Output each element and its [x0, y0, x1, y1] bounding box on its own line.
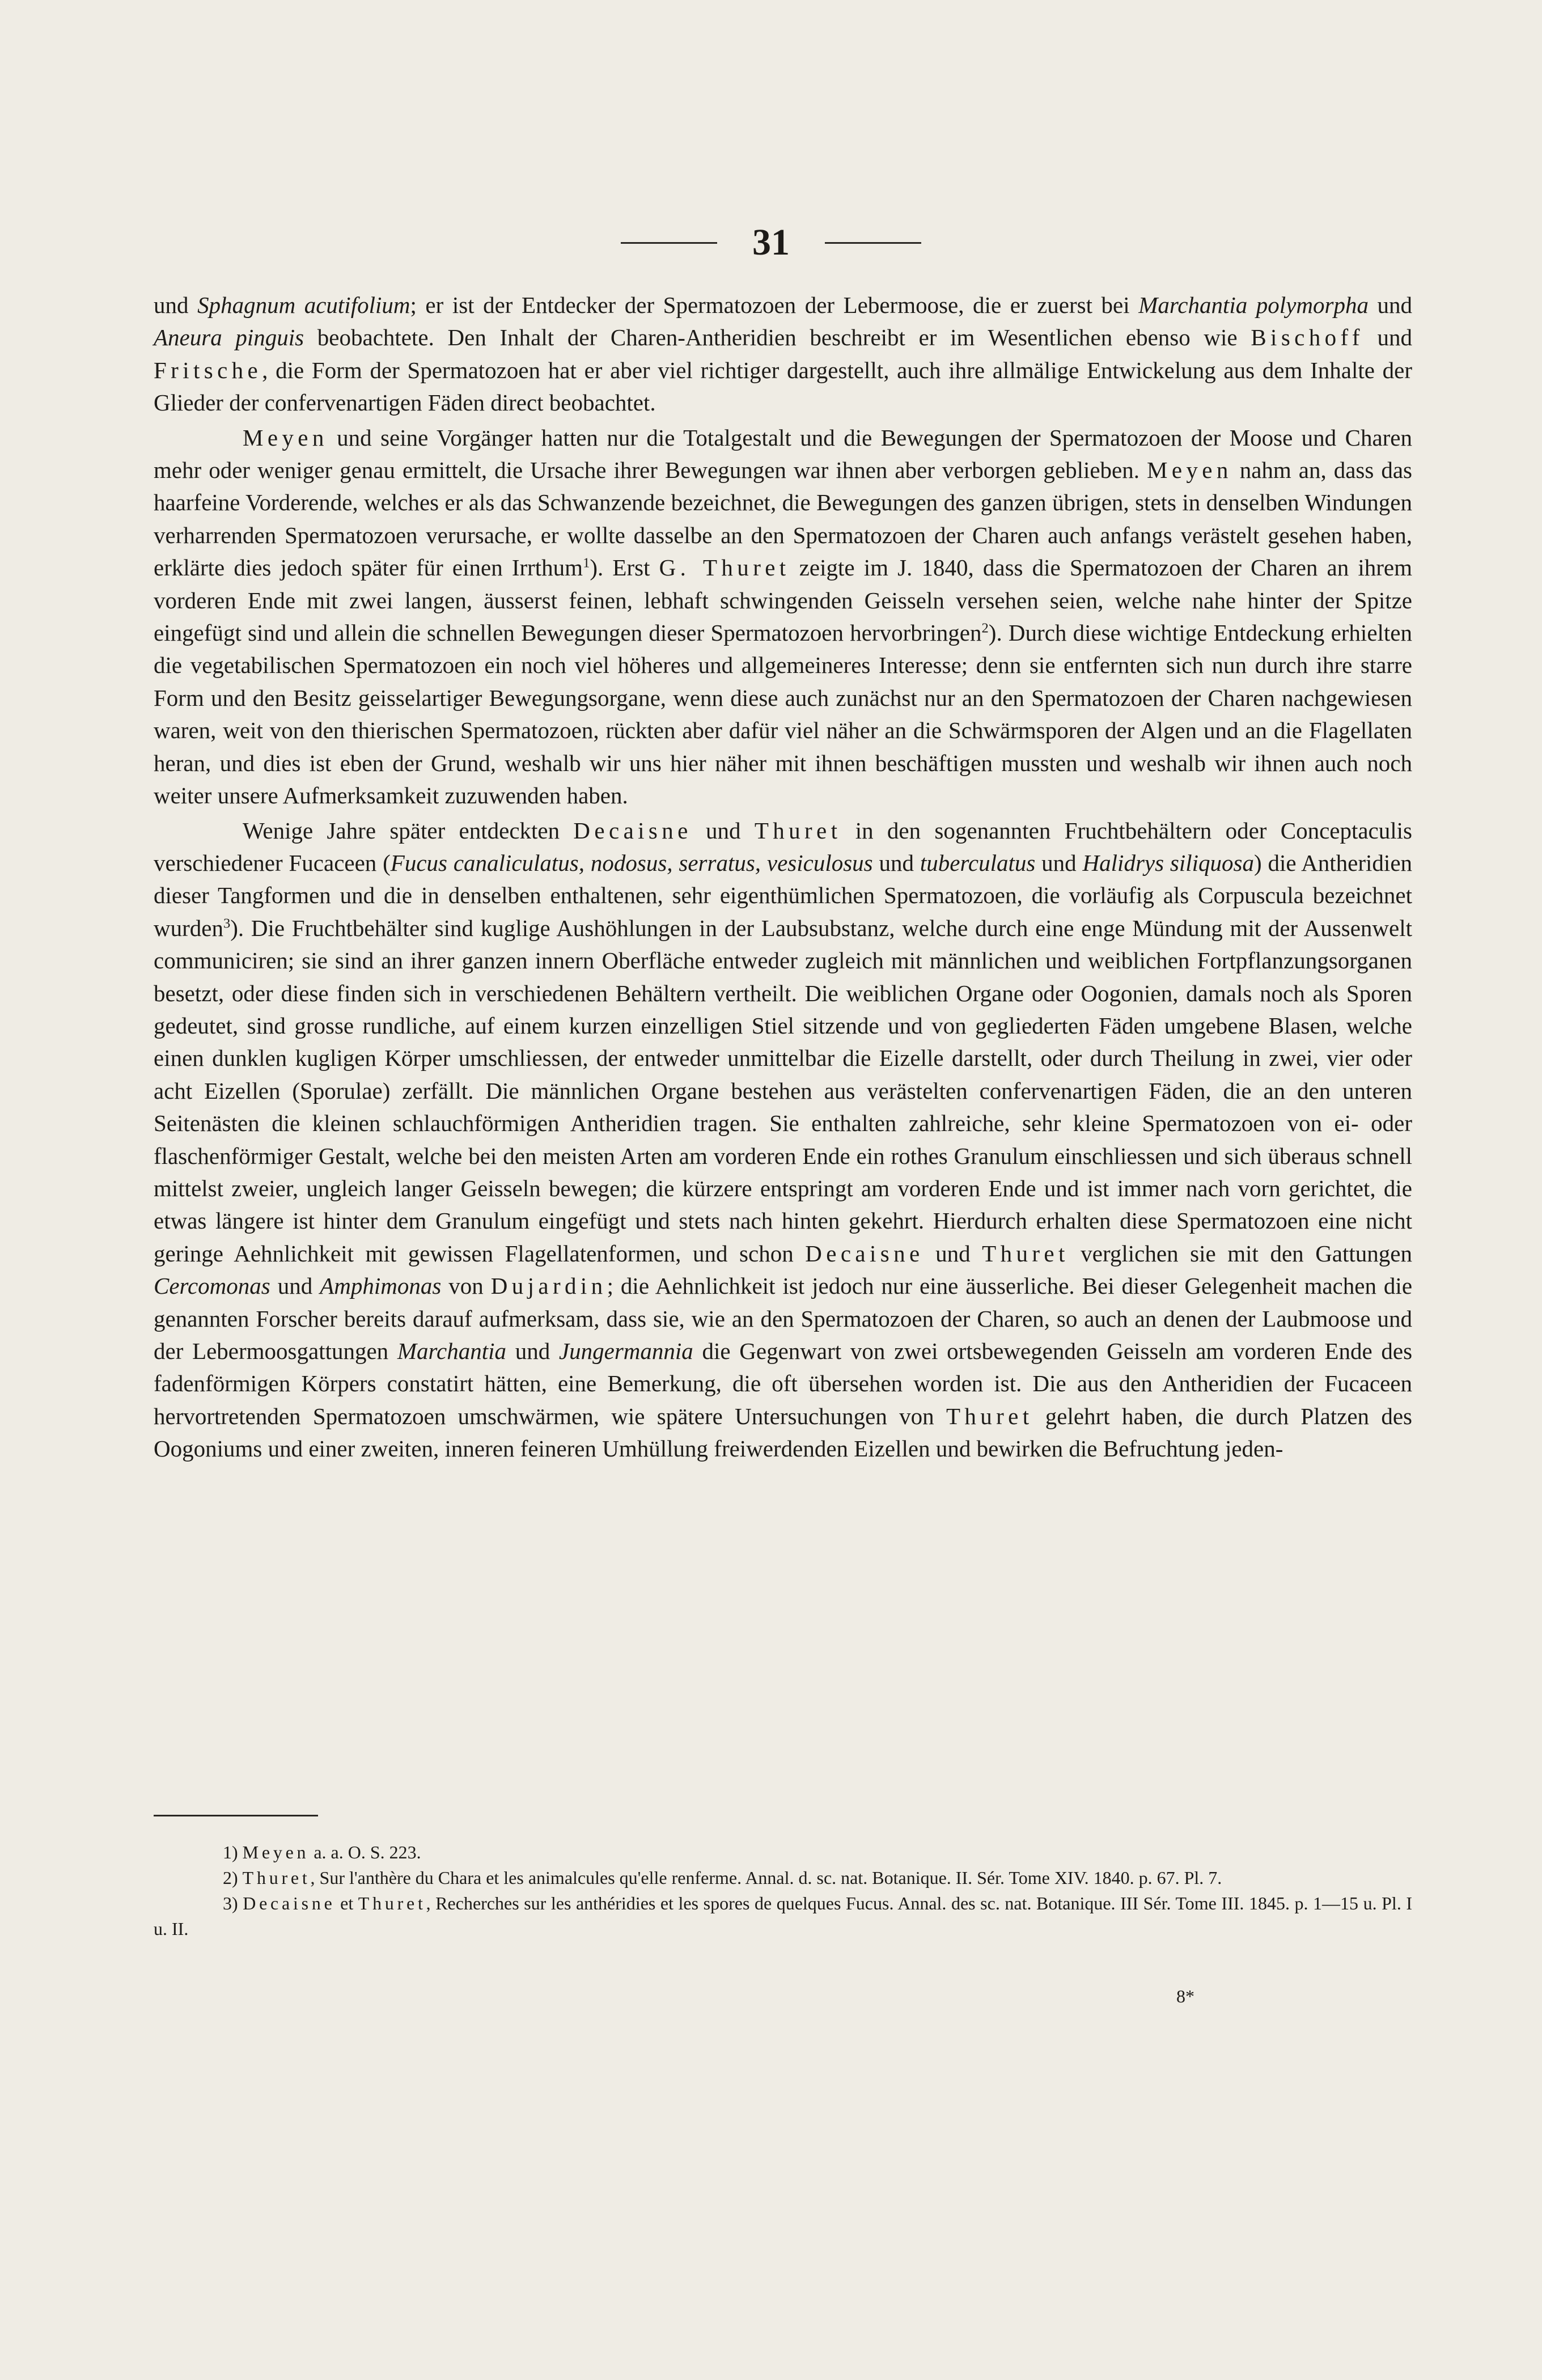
species-name: Sphagnum acutifolium	[197, 292, 410, 318]
species-name: Marchantia polymorpha	[1138, 292, 1369, 318]
text: ) die Antheridien dieser Tangformen und die in denselben enthaltenen, sehr eigenthümlichen Spermatozoen, die vorläufig als Corpuscula bezeichnet wurden	[154, 849, 1413, 941]
footnote-ref: 1	[583, 555, 590, 571]
text: ). Durch diese wichtige Entdeckung erhielten die vegetabilischen Spermatozoen ein noch viel höheres und allgemeineres Interesse; denn sie entfernten sich nun durch ihre starre Form und den Besitz geisselartiger Bewegungsorgane, wenn diese auch zunächst nur an den Spermatozoen der Charen nachgewiesen waren, weit von den thierischen Spermatozoen, rückten aber dafür viel näher an die Schwärmsporen der Algen und an die Flagellaten heran, und dies ist eben der Grund, weshalb wir uns hier näher mit ihnen beschäftigen mussten und weshalb wir ihnen auch noch weiter unsere Aufmerksamkeit zuzuwenden haben.	[154, 620, 1412, 809]
species-name: Aneura pinguis	[154, 324, 304, 351]
species-name: Halidrys siliquosa	[1082, 849, 1254, 876]
text: und	[692, 817, 755, 844]
footnote-ref: 3	[223, 916, 231, 931]
footnote-ref: 2	[981, 620, 989, 636]
text: und	[1368, 292, 1413, 318]
species-name: tuberculatus	[920, 849, 1036, 876]
text: und	[154, 292, 198, 318]
author-name: Meyen	[243, 424, 328, 451]
footnote-mark: 3)	[223, 1893, 238, 1913]
text: ; er ist der Entdecker der Spermatozoen der Lebermoose, die er zuerst bei	[410, 292, 1139, 318]
genus-name: Marchantia	[397, 1338, 506, 1364]
text: Wenige Jahre später entdeckten	[243, 817, 574, 844]
text: verglichen sie mit den Gattungen	[1069, 1240, 1412, 1267]
author-name: G. Thuret	[659, 554, 790, 581]
text: , die Form der Spermatozoen hat er aber viel richtiger dargestellt, auch ihre allmälige Entwickelung aus dem Inhalte der Glieder der confervenartigen Fäden direct beobachtet.	[154, 357, 1412, 416]
author-name: Decaisne	[805, 1240, 924, 1267]
text: nahm an, dass das haarfeine Vorderende, welches er als das Schwanzende bezeichnet, die Bewegungen des ganzen übrigen, stets in denselben Windungen verharrenden Spermatozoen verursache, er wollte dasselbe an den Spermatozoen der Charen auch anfangs verästelt gesehen haben, erklärte dies jedoch später für einen Irrthum	[154, 457, 1412, 581]
text: und	[1363, 324, 1413, 351]
genus-name: Cercomonas	[154, 1273, 270, 1299]
text: ). Erst	[590, 554, 659, 581]
text: von	[441, 1273, 491, 1299]
footnote-1	[154, 1840, 1412, 1865]
author-name: Thuret	[358, 1893, 426, 1913]
text: zeigte im J. 1840, dass die Spermatozoen der Charen an ihrem vorderen Ende mit zwei langen, äusserst feinen, lebhaft schwingenden Geisseln versehen seien, welche nahe hinter der Spitze eingefügt sind und allein die schnellen Bewegungen dieser Spermatozoen hervorbringen	[154, 554, 1413, 646]
author-name: Thuret	[982, 1240, 1069, 1267]
genus-name: Amphimonas	[320, 1273, 442, 1299]
text: und seine Vorgänger hatten nur die Totalgestalt und die Bewegungen der Spermatozoen der Moose und Charen mehr oder weniger genau ermittelt, die Ursache ihrer Bewegungen war ihnen aber verborgen geblieben.	[154, 424, 1412, 484]
footnote-3	[154, 1891, 1412, 1942]
author-name: Decaisne	[243, 1893, 336, 1913]
footnote-rule	[154, 1815, 318, 1816]
page-header	[0, 217, 1542, 268]
text: a. a. O. S. 223.	[309, 1842, 421, 1862]
text: und	[506, 1338, 559, 1364]
text: beobachtete. Den Inhalt der Charen-Antheridien beschreibt er im Wesentlichen ebenso wie	[304, 324, 1251, 351]
text: die Gegenwart von zwei ortsbewegenden Geisseln am vorderen Ende des fadenförmigen Körpers constatirt hätten, eine Bemerkung, die oft übersehen worden ist. Die aus den Antheridien der Fucaceen hervortretenden Spermatozoen umschwärmen, wie spätere Untersuchungen von	[154, 1338, 1413, 1429]
author-name: Meyen	[242, 1842, 310, 1862]
footnote-mark: 2)	[223, 1867, 238, 1888]
body-text	[154, 289, 1412, 1466]
header-rule-left	[621, 242, 717, 244]
text: in den sogenannten Fruchtbehältern oder Conceptaculis verschiedener Fucaceen (	[154, 817, 1412, 876]
text: und	[872, 849, 920, 876]
author-name: Thuret	[946, 1403, 1033, 1429]
text: und	[1035, 849, 1083, 876]
genus-name: Jungermannia	[558, 1338, 693, 1364]
author-name: Bischoff	[1251, 324, 1364, 351]
page-number: 31	[752, 222, 790, 263]
text: gelehrt haben, die durch Platzen des Oogoniums und einer zweiten, inneren feineren Umhüllung freiwerdenden Eizellen und bewirken die Befruchtung jeden-	[154, 1403, 1413, 1462]
author-name: Thuret	[242, 1867, 311, 1888]
text: ; die Aehnlichkeit ist jedoch nur eine äusserliche. Bei dieser Gelegenheit machen die genannten Forscher bereits darauf aufmerksam, dass sie, wie an den Spermatozoen der Charen, so auch an denen der Laubmoose und der Lebermoosgattungen	[154, 1273, 1413, 1364]
paragraph-3	[154, 815, 1412, 1466]
author-name: Fritsche	[154, 357, 262, 383]
footnote-2	[154, 1865, 1412, 1891]
signature-mark: 8*	[1176, 1986, 1194, 2006]
text: , Recherches sur les anthéridies et les spores de quelques Fucus. Annal. des sc. nat. Botanique. III Sér. Tome III. 1845. p. 1—15 u. Pl. I u. II.	[154, 1893, 1413, 1939]
text: ). Die Fruchtbehälter sind kuglige Aushöhlungen in der Laubsubstanz, welche durch eine enge Mündung mit der Aussenwelt communiciren; sie sind an ihrer ganzen innern Oberfläche entweder zugleich mit männlichen und weiblichen Fortpflanzungsorganen besetzt, oder diese finden sich in verschiedenen Behältern vertheilt. Die weiblichen Organe oder Oogonien, damals noch als Sporen gedeutet, sind grosse rundliche, auf einem kurzen einzelligen Stiel sitzende und von gegliederten Fäden umgebene Blasen, welche einen dunklen kugligen Körper umschliessen, der entweder unmittelbar die Eizelle darstellt, oder durch Theilung in zwei, vier oder acht Eizellen (Sporulae) zerfällt. Die männlichen Organe bestehen aus verästelten confervenartigen Fäden, die an den unteren Seitenästen die kleinen schlauchförmigen Antheridien tragen. Sie enthalten zahlreiche, sehr kleine Spermatozoen von ei- oder flaschenförmiger Gestalt, welche bei den meisten Arten am vorderen Ende ein rothes Granulum einschliessen und sich überaus schnell mittelst zweier, ungleich langer Geisseln bewegen; die kürzere entspringt am vorderen Ende und ist immer nach vorn gerichtet, die etwas längere ist hinter dem Granulum eingefügt und stets nach hinten gekehrt. Hierdurch erhalten diese Spermatozoen eine nicht geringe Aehnlichkeit mit gewissen Flagellatenformen, und schon	[154, 914, 1412, 1267]
paragraph-1	[154, 289, 1412, 420]
text: und	[923, 1240, 982, 1267]
author-name: Decaisne	[573, 817, 692, 844]
author-name: Thuret	[754, 817, 842, 844]
text: und	[270, 1273, 320, 1299]
text: et	[335, 1893, 358, 1913]
header-rule-right	[825, 242, 921, 244]
footnotes	[154, 1840, 1412, 1942]
footnote-mark: 1)	[223, 1842, 238, 1862]
text: , Sur l'anthère du Chara et les animalcules qu'elle renferme. Annal. d. sc. nat. Botanique. II. Sér. Tome XIV. 1840. p. 67. Pl. 7.	[310, 1867, 1222, 1888]
author-name: Dujardin	[490, 1273, 607, 1299]
author-name: Meyen	[1146, 457, 1232, 484]
species-name: Fucus canaliculatus, nodosus, serratus, vesiculosus	[390, 849, 873, 876]
paragraph-2	[154, 422, 1412, 812]
